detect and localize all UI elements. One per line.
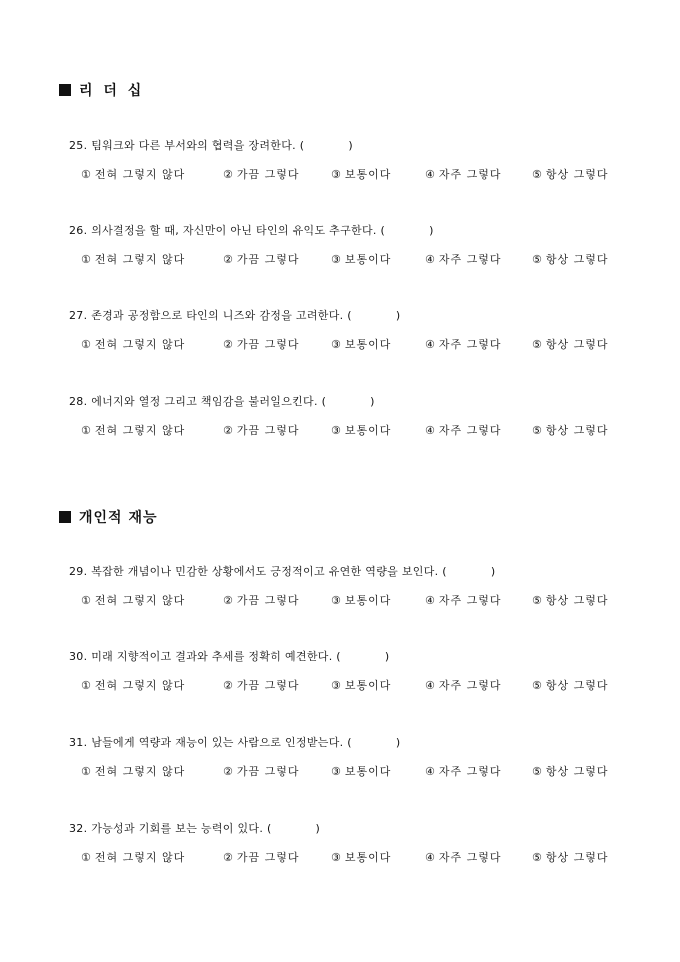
question-28: [69, 394, 669, 439]
question-number: 31.: [69, 736, 88, 749]
option-5[interactable]: ⑤ 항상 그렇다: [532, 424, 609, 437]
answer-options: [69, 423, 669, 439]
answer-blank-close: ): [395, 309, 401, 322]
question-text: 복잡한 개념이나 민감한 상황에서도 긍정적이고 유연한 역량을 보인다. (: [91, 565, 447, 578]
question-32: [69, 821, 669, 866]
section-title-text: 개인적 재능: [79, 510, 158, 526]
option-1[interactable]: ① 전혀 그렇지 않다: [81, 253, 186, 266]
answer-blank-close: ): [315, 822, 321, 835]
option-2[interactable]: ② 가끔 그렇다: [223, 851, 300, 864]
option-3[interactable]: ③ 보통이다: [331, 253, 392, 266]
question-text: 남들에게 역량과 재능이 있는 사람으로 인정받는다. (: [91, 736, 352, 749]
question-26: [69, 223, 669, 268]
answer-blank-close: ): [395, 736, 401, 749]
question-number: 32.: [69, 822, 88, 835]
question-text: 가능성과 기회를 보는 능력이 있다. (: [91, 822, 272, 835]
option-1[interactable]: ① 전혀 그렇지 않다: [81, 338, 186, 351]
question-number: 29.: [69, 565, 88, 578]
option-1[interactable]: ① 전혀 그렇지 않다: [81, 851, 186, 864]
option-3[interactable]: ③ 보통이다: [331, 765, 392, 778]
option-4[interactable]: ④ 자주 그렇다: [425, 424, 502, 437]
section-square-icon: [59, 511, 71, 523]
question-31: [69, 735, 669, 780]
question-text: 의사결정을 할 때, 자신만이 아닌 타인의 유익도 추구한다. (: [91, 224, 386, 237]
section-title-text: 리 더 십: [79, 83, 145, 99]
answer-options: [69, 593, 669, 609]
option-2[interactable]: ② 가끔 그렇다: [223, 168, 300, 181]
option-3[interactable]: ③ 보통이다: [331, 594, 392, 607]
question-text: 팀워크와 다른 부서와의 협력을 장려한다. (: [91, 139, 305, 152]
option-4[interactable]: ④ 자주 그렇다: [425, 679, 502, 692]
question-29: [69, 564, 669, 609]
answer-blank-close: ): [348, 139, 353, 152]
question-number: 26.: [69, 224, 88, 237]
option-2[interactable]: ② 가끔 그렇다: [223, 594, 300, 607]
option-4[interactable]: ④ 자주 그렇다: [425, 851, 502, 864]
option-2[interactable]: ② 가끔 그렇다: [223, 338, 300, 351]
option-1[interactable]: ① 전혀 그렇지 않다: [81, 168, 186, 181]
option-3[interactable]: ③ 보통이다: [331, 851, 392, 864]
option-5[interactable]: ⑤ 항상 그렇다: [532, 253, 609, 266]
option-5[interactable]: ⑤ 항상 그렇다: [532, 765, 609, 778]
question-number: 30.: [69, 650, 88, 663]
question-number: 27.: [69, 309, 88, 322]
option-1[interactable]: ① 전혀 그렇지 않다: [81, 594, 186, 607]
option-4[interactable]: ④ 자주 그렇다: [425, 168, 502, 181]
question-number: 25.: [69, 139, 88, 152]
option-4[interactable]: ④ 자주 그렇다: [425, 253, 502, 266]
question-30: [69, 649, 669, 694]
question-number: 28.: [69, 395, 88, 408]
section-square-icon: [59, 84, 71, 96]
option-5[interactable]: ⑤ 항상 그렇다: [532, 168, 609, 181]
option-3[interactable]: ③ 보통이다: [331, 679, 392, 692]
option-5[interactable]: ⑤ 항상 그렇다: [532, 338, 609, 351]
answer-blank-close: ): [370, 395, 375, 408]
question-text: 에너지와 열정 그리고 책임감을 불러일으킨다. (: [91, 395, 327, 408]
answer-options: [69, 764, 669, 780]
question-25: [69, 138, 669, 183]
option-4[interactable]: ④ 자주 그렇다: [425, 765, 502, 778]
option-1[interactable]: ① 전혀 그렇지 않다: [81, 424, 186, 437]
answer-blank-close: ): [429, 224, 434, 237]
option-5[interactable]: ⑤ 항상 그렇다: [532, 851, 609, 864]
answer-blank-close: ): [490, 565, 496, 578]
question-text: 미래 지향적이고 결과와 추세를 정확히 예견한다. (: [91, 650, 341, 663]
option-4[interactable]: ④ 자주 그렇다: [425, 338, 502, 351]
option-2[interactable]: ② 가끔 그렇다: [223, 765, 300, 778]
option-5[interactable]: ⑤ 항상 그렇다: [532, 594, 609, 607]
option-1[interactable]: ① 전혀 그렇지 않다: [81, 765, 186, 778]
answer-options: [69, 167, 669, 183]
answer-options: [69, 678, 669, 694]
question-text: 존경과 공정함으로 타인의 니즈와 감정을 고려한다. (: [91, 309, 352, 322]
question-27: [69, 308, 669, 353]
option-2[interactable]: ② 가끔 그렇다: [223, 253, 300, 266]
option-2[interactable]: ② 가끔 그렇다: [223, 424, 300, 437]
answer-options: [69, 337, 669, 353]
answer-blank-close: ): [384, 650, 390, 663]
option-1[interactable]: ① 전혀 그렇지 않다: [81, 679, 186, 692]
section-title-leadership: [59, 80, 144, 100]
option-2[interactable]: ② 가끔 그렇다: [223, 679, 300, 692]
answer-options: [69, 252, 669, 268]
answer-options: [69, 850, 669, 866]
option-3[interactable]: ③ 보통이다: [331, 168, 392, 181]
option-3[interactable]: ③ 보통이다: [331, 338, 392, 351]
option-5[interactable]: ⑤ 항상 그렇다: [532, 679, 609, 692]
section-title-personal-talent: [59, 507, 158, 527]
option-3[interactable]: ③ 보통이다: [331, 424, 392, 437]
option-4[interactable]: ④ 자주 그렇다: [425, 594, 502, 607]
